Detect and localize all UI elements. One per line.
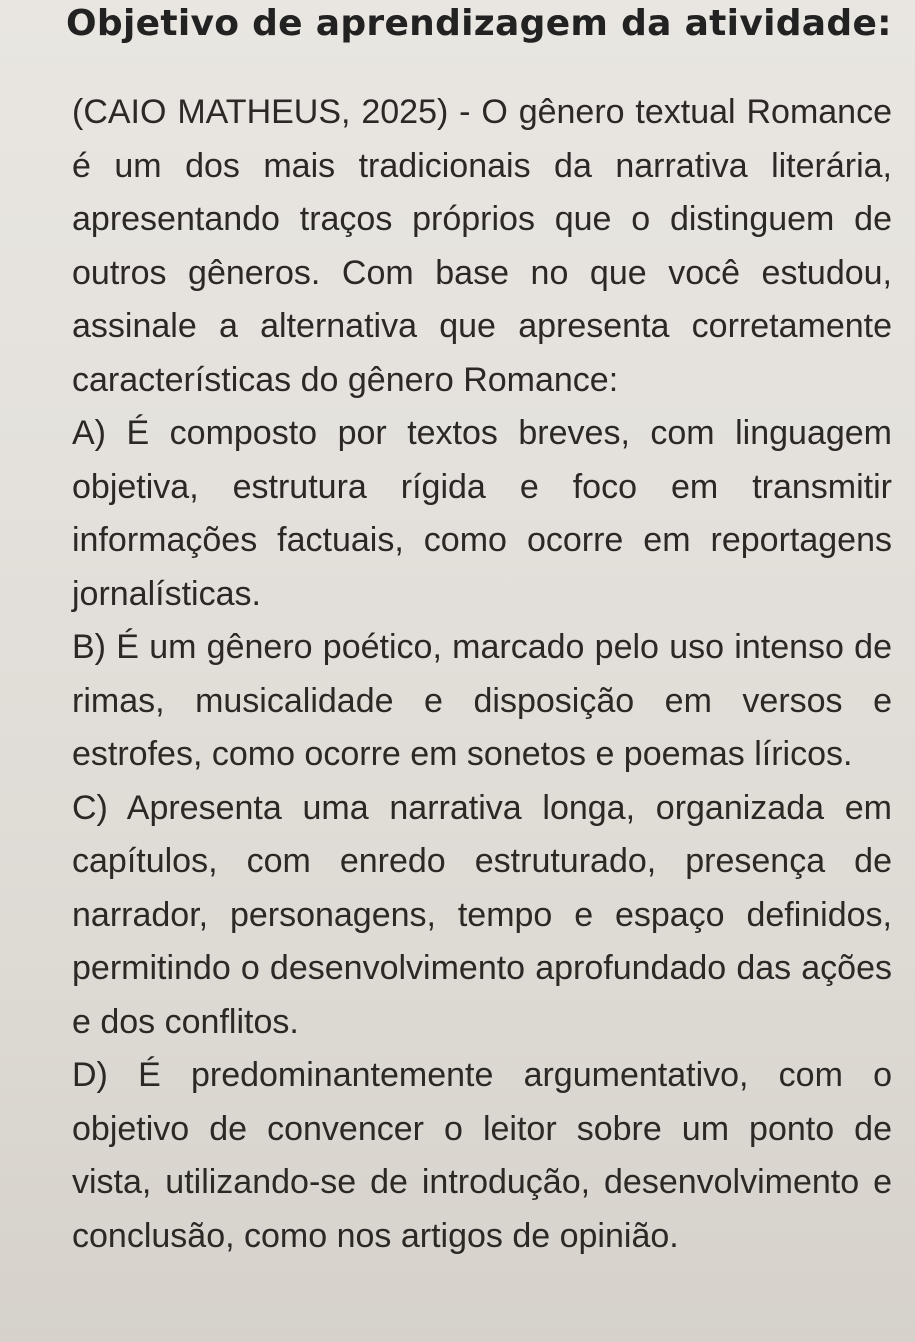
question-block xyxy=(72,86,892,1263)
option-b xyxy=(72,621,892,782)
option-c xyxy=(72,782,892,1050)
option-a-letter: A) xyxy=(72,414,106,452)
option-c-letter: C) xyxy=(72,788,108,827)
option-d xyxy=(72,1049,892,1263)
option-a xyxy=(72,407,892,621)
option-d-letter: D) xyxy=(72,1056,108,1094)
option-d-text: É predominantemente argumentativo, com o objetivo de convencer o leitor sobre um ponto de vista, utilizando-se de introdução, desenvolvimento e conclusão, como nos artigos de opinião. xyxy=(72,1056,893,1255)
page-title: Objetivo de aprendizagem da atividade: xyxy=(66,3,892,44)
option-a-text: É composto por textos breves, com linguagem objetiva, estrutura rígida e foco em transmitir informações factuais, como ocorre em reportagens jornalísticas. xyxy=(72,414,892,613)
option-b-letter: B) xyxy=(72,628,106,666)
question-statement: (CAIO MATHEUS, 2025) - O gênero textual Romance é um dos mais tradicionais da narrativa literária, apresentando traços próprios que o distinguem de outros gêneros. Com base no que você estudou, assinale a alternativa que apresenta corretamente características do gênero Romance: xyxy=(72,93,892,399)
option-c-text: Apresenta uma narrativa longa, organizada em capítulos, com enredo estruturado, presença de narrador, personagens, tempo e espaço definidos, permitindo o desenvolvimento aprofundado das ações e dos conflitos. xyxy=(72,788,892,1041)
option-b-text: É um gênero poético, marcado pelo uso intenso de rimas, musicalidade e disposição em versos e estrofes, como ocorre em sonetos e poemas líricos. xyxy=(72,628,892,773)
